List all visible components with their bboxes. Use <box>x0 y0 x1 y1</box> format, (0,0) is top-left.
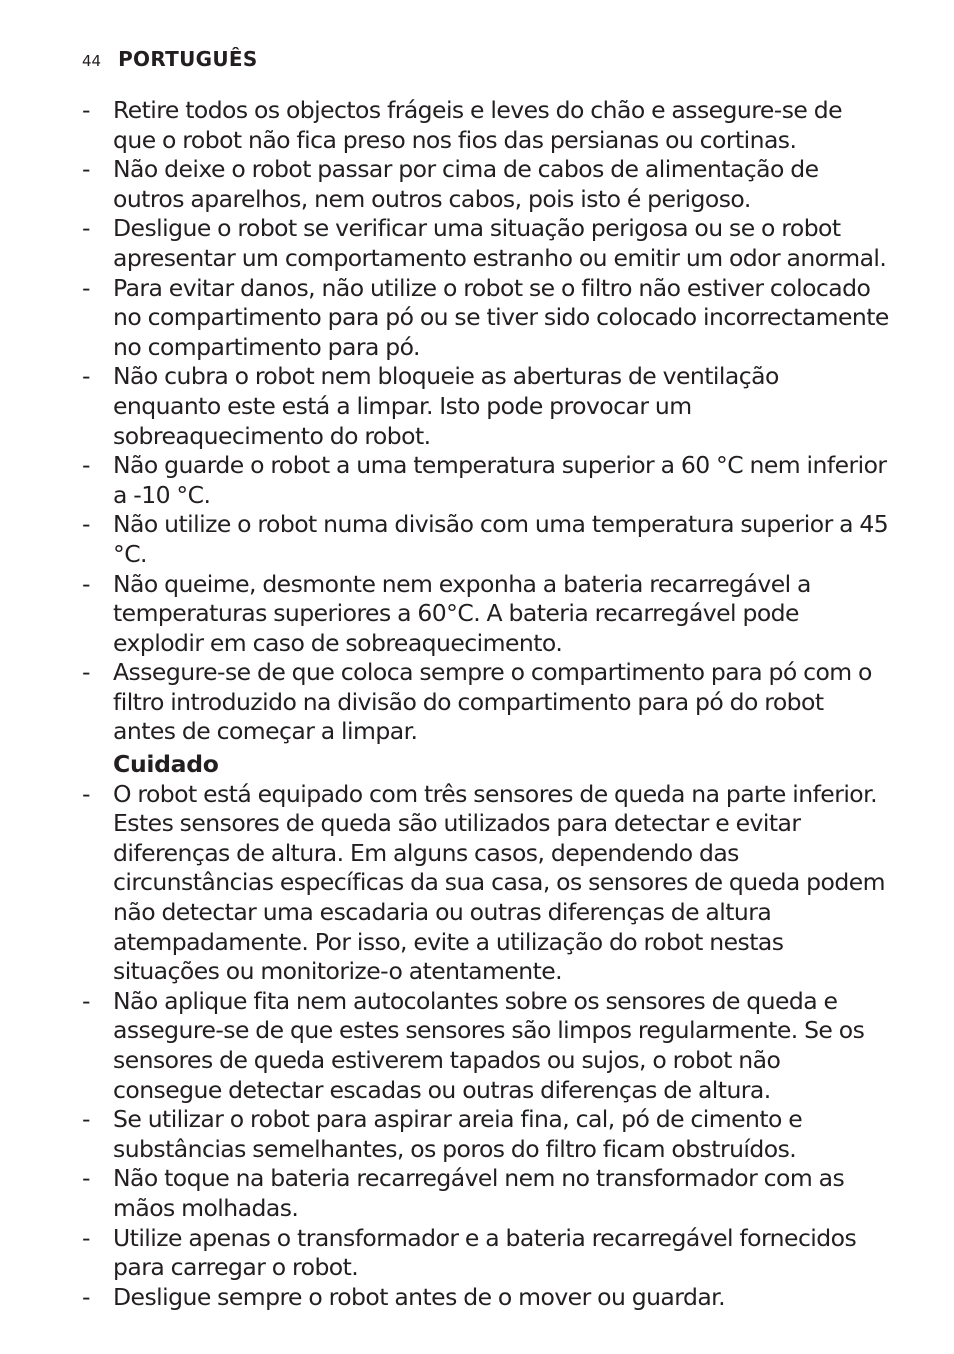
bullet-dash: - <box>82 1282 90 1311</box>
list-item-text: Se utilizar o robot para aspirar areia fina, cal, pó de cimento e substâncias semelhantes, os poros do filtro ficam obstruídos. <box>113 1105 803 1163</box>
list-item <box>82 214 890 273</box>
page-number: 44 <box>82 52 102 70</box>
caution-heading: Cuidado <box>113 750 219 779</box>
list-item <box>82 96 890 155</box>
page-content <box>82 96 890 1312</box>
list-item <box>82 987 890 1105</box>
list-item-text: Desligue sempre o robot antes de o mover ou guardar. <box>113 1282 726 1311</box>
list-item-text: Assegure-se de que coloca sempre o compartimento para pó com o filtro introduzido na divisão do compartimento para pó do robot antes de começar a limpar. <box>113 658 872 746</box>
list-item-text: Não guarde o robot a uma temperatura superior a 60 °C nem inferior a -10 °C. <box>113 451 887 509</box>
list-item-text: Não aplique fita nem autocolantes sobre os sensores de queda e assegure-se de que estes sensores são limpos regularmente. Se os sensores de queda estiverem tapados ou sujos, o robot não consegue detectar escadas ou outras diferenças de altura. <box>113 986 865 1104</box>
list-item-text: Não deixe o robot passar por cima de cabos de alimentação de outros aparelhos, nem outros cabos, pois isto é perigoso. <box>113 155 819 213</box>
list-item <box>82 1164 890 1223</box>
list-item <box>82 1224 890 1283</box>
list-item <box>82 658 890 747</box>
list-item-text: Desligue o robot se verificar uma situação perigosa ou se o robot apresentar um comportamento estranho ou emitir um odor anormal. <box>113 214 887 272</box>
warnings-list <box>82 96 890 747</box>
page-header <box>82 47 258 71</box>
list-item-text: O robot está equipado com três sensores de queda na parte inferior. Estes sensores de queda são utilizados para detectar e evitar diferenças de altura. Em alguns casos, dependendo das circunstâncias específicas da sua casa, os sensores de queda podem não detectar uma escadaria ou outras diferenças de altura atempadamente. Por isso, evite a utilização do robot nestas situações ou monitorize-o atentamente. <box>113 779 885 986</box>
list-item-text: Não cubra o robot nem bloqueie as aberturas de ventilação enquanto este está a limpar. Isto pode provocar um sobreaquecimento do robot. <box>113 362 779 450</box>
bullet-dash: - <box>82 1223 90 1252</box>
bullet-dash: - <box>82 986 90 1015</box>
bullet-dash: - <box>82 155 90 184</box>
bullet-dash: - <box>82 273 90 302</box>
list-item-text: Retire todos os objectos frágeis e leves do chão e assegure-se de que o robot não fica preso nos fios das persianas ou cortinas. <box>113 96 842 154</box>
list-item <box>82 780 890 987</box>
bullet-dash: - <box>82 451 90 480</box>
list-item-text: Não utilize o robot numa divisão com uma temperatura superior a 45 °C. <box>113 510 889 568</box>
list-item-text: Não queime, desmonte nem exponha a bateria recarregável a temperaturas superiores a 60°C. A bateria recarregável pode explodir em caso de sobreaquecimento. <box>113 569 811 657</box>
caution-list <box>82 780 890 1313</box>
list-item-text: Não toque na bateria recarregável nem no transformador com as mãos molhadas. <box>113 1164 845 1222</box>
bullet-dash: - <box>82 362 90 391</box>
list-item <box>82 1283 890 1313</box>
bullet-dash: - <box>82 214 90 243</box>
list-item <box>82 570 890 659</box>
list-item <box>82 274 890 363</box>
bullet-dash: - <box>82 510 90 539</box>
section-title: PORTUGUÊS <box>118 47 258 71</box>
bullet-dash: - <box>82 779 90 808</box>
bullet-dash: - <box>82 658 90 687</box>
bullet-dash: - <box>82 1105 90 1134</box>
list-item <box>82 510 890 569</box>
list-item-text: Para evitar danos, não utilize o robot se o filtro não estiver colocado no compartimento para pó ou se tiver sido colocado incorrectamente no compartimento para pó. <box>113 273 889 361</box>
list-item-text: Utilize apenas o transformador e a bateria recarregável fornecidos para carregar o robot. <box>113 1223 857 1282</box>
list-item <box>82 1105 890 1164</box>
bullet-dash: - <box>82 1164 90 1193</box>
bullet-dash: - <box>82 569 90 598</box>
list-item <box>82 451 890 510</box>
bullet-dash: - <box>82 96 90 124</box>
list-item <box>82 362 890 451</box>
list-item <box>82 155 890 214</box>
